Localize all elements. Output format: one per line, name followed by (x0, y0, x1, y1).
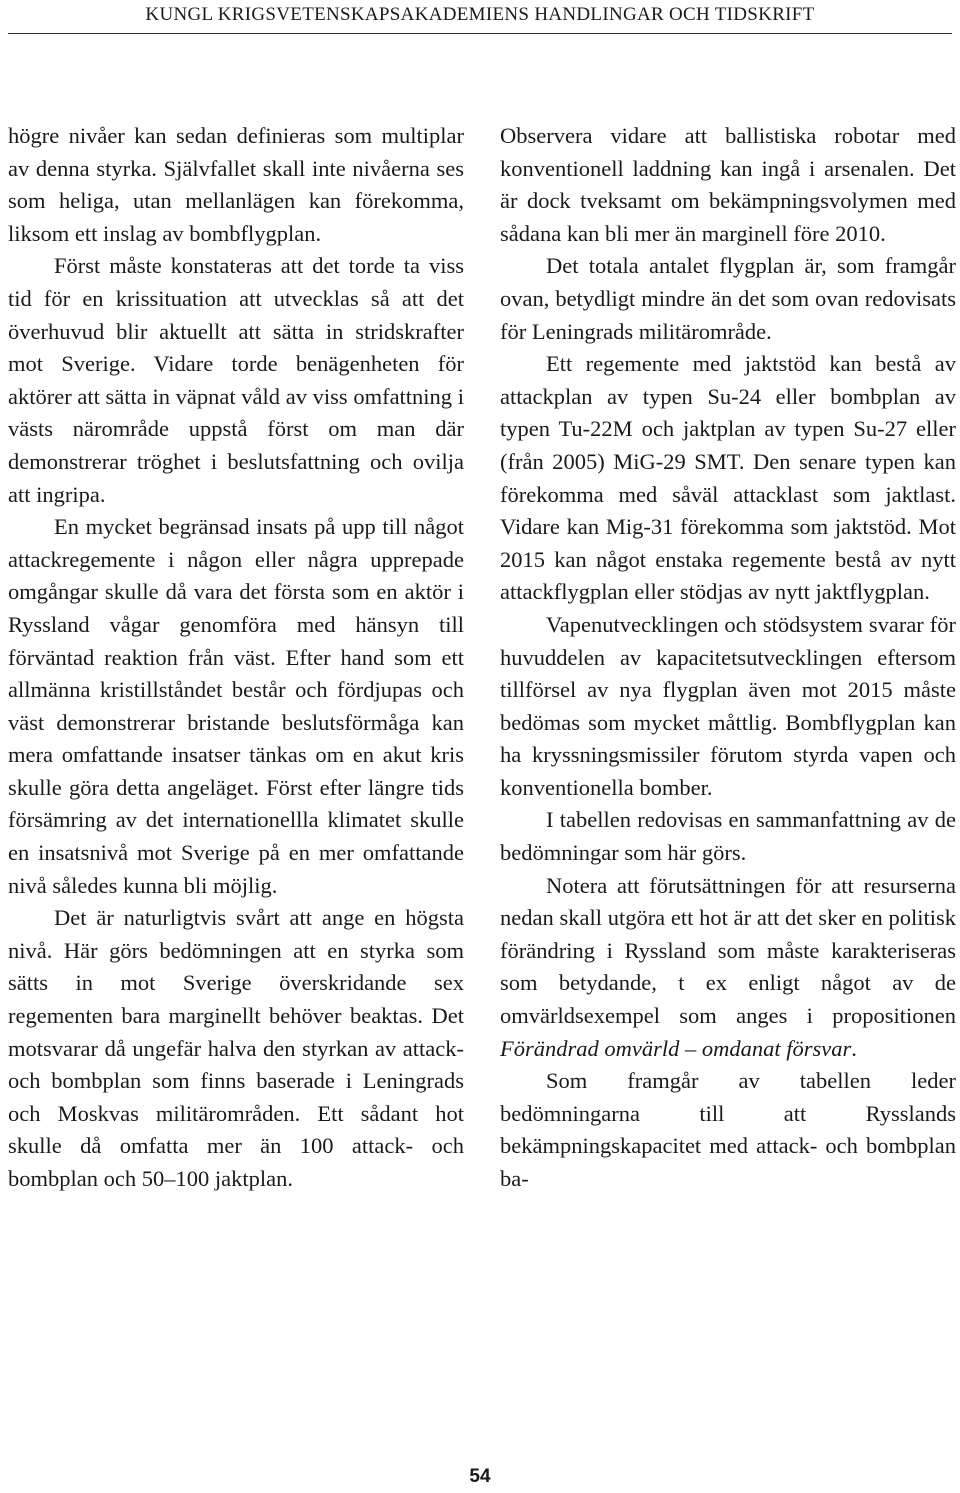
page-number: 54 (469, 1466, 491, 1487)
paragraph: Ett regemente med jaktstöd kan bestå av attackplan av typen Su-24 eller bombplan av typen Tu-22M och jaktplan av typen Su-27 eller (från 2005) MiG-29 SMT. Den senare typen kan förekomma med såväl attacklast som jaktlast. Vidare kan Mig-31 förekomma som jaktstöd. Mot 2015 kan något enstaka regemente bestå av nytt attackflygplan eller stödjas av nytt jaktflygplan. (500, 351, 956, 605)
left-column (8, 120, 464, 1196)
paragraph: högre nivåer kan sedan definieras som multiplar av denna styrka. Självfallet skall inte nivåerna ses som heliga, utan mellanlägen kan förekomma, liksom ett inslag av bombflygplan. (8, 123, 464, 246)
paragraph-text: Notera att förutsättningen för att resurserna nedan skall utgöra ett hot är att det sker en politisk förändring i Ryssland som måste karakteriseras som betydande, t ex enligt något av de omvärldsexempel som anges i propositionen (500, 872, 956, 1029)
paragraph: Det totala antalet flygplan är, som framgår ovan, betydligt mindre än det som ovan redovisats för Leningrads militärområde. (500, 253, 956, 344)
paragraph-end: . (851, 1035, 857, 1061)
paragraph: Det är naturligtvis svårt att ange en högsta nivå. Här görs bedömningen att en styrka som sätts in mot Sverige överskridande sex regementen bara marginellt behöver beaktas. Det motsvarar då ungefär halva den styrkan av attack- och bombplan som finns baserade i Leningrads och Moskvas militärområden. Ett sådant hot skulle då omfatta mer än 100 attack- och bombplan och 50–100 jaktplan. (8, 905, 464, 1191)
paragraph: Vapenutvecklingen och stödsystem svarar för huvuddelen av kapacitetsutvecklingen eftersom tillförsel av nya flygplan även mot 2015 måste bedömas som mycket måttlig. Bombflygplan kan ha kryssningsmissiler förutom styrda vapen och konventionella bomber. (500, 611, 956, 800)
paragraph: I tabellen redovisas en sammanfattning av de bedömningar som här görs. (500, 807, 956, 866)
running-header: KUNGL KRIGSVETENSKAPSAKADEMIENS HANDLINGAR OCH TIDSKRIFT (145, 4, 815, 25)
paragraph: Som framgår av tabellen leder bedömningarna till att Rysslands bekämpningskapacitet med attack- och bombplan ba- (500, 1068, 956, 1191)
paragraph: En mycket begränsad insats på upp till något attackregemente i någon eller några upprepade omgångar skulle då vara det första som en aktör i Ryssland vågar genomföra med hänsyn till förväntad reaktion från väst. Efter hand som ett allmänna kristillståndet består och fördjupas och väst demonstrerar bristande beslutsförmåga kan mera omfattande insatser tänkas om en akut kris skulle göra detta angeläget. Först efter längre tids försämring av det internationellla klimatet skulle en insatsnivå mot Sverige på en mer omfattande nivå således kunna bli möjlig. (8, 514, 464, 898)
paragraph: Observera vidare att ballistiska robotar med konventionell laddning kan ingå i arsenalen. Det är dock tveksamt om bekämpningsvolymen med sådana kan bli mer än marginell före 2010. (500, 123, 956, 246)
right-column (500, 120, 956, 1196)
paragraph-notera (500, 870, 956, 1066)
proposition-title: Förändrad omvärld – omdanat försvar (500, 1035, 852, 1061)
header-divider (8, 33, 952, 34)
paragraph: Först måste konstateras att det torde ta viss tid för en krissituation att utvecklas så att det överhuvud blir aktuellt att sätta in stridskrafter mot Sverige. Vidare torde benägenheten för aktörer att sätta in väpnat våld av viss omfattning i västs närområde uppstå först om man där demonstrerar tröghet i beslutsfattning och ovilja att ingripa. (8, 253, 464, 507)
